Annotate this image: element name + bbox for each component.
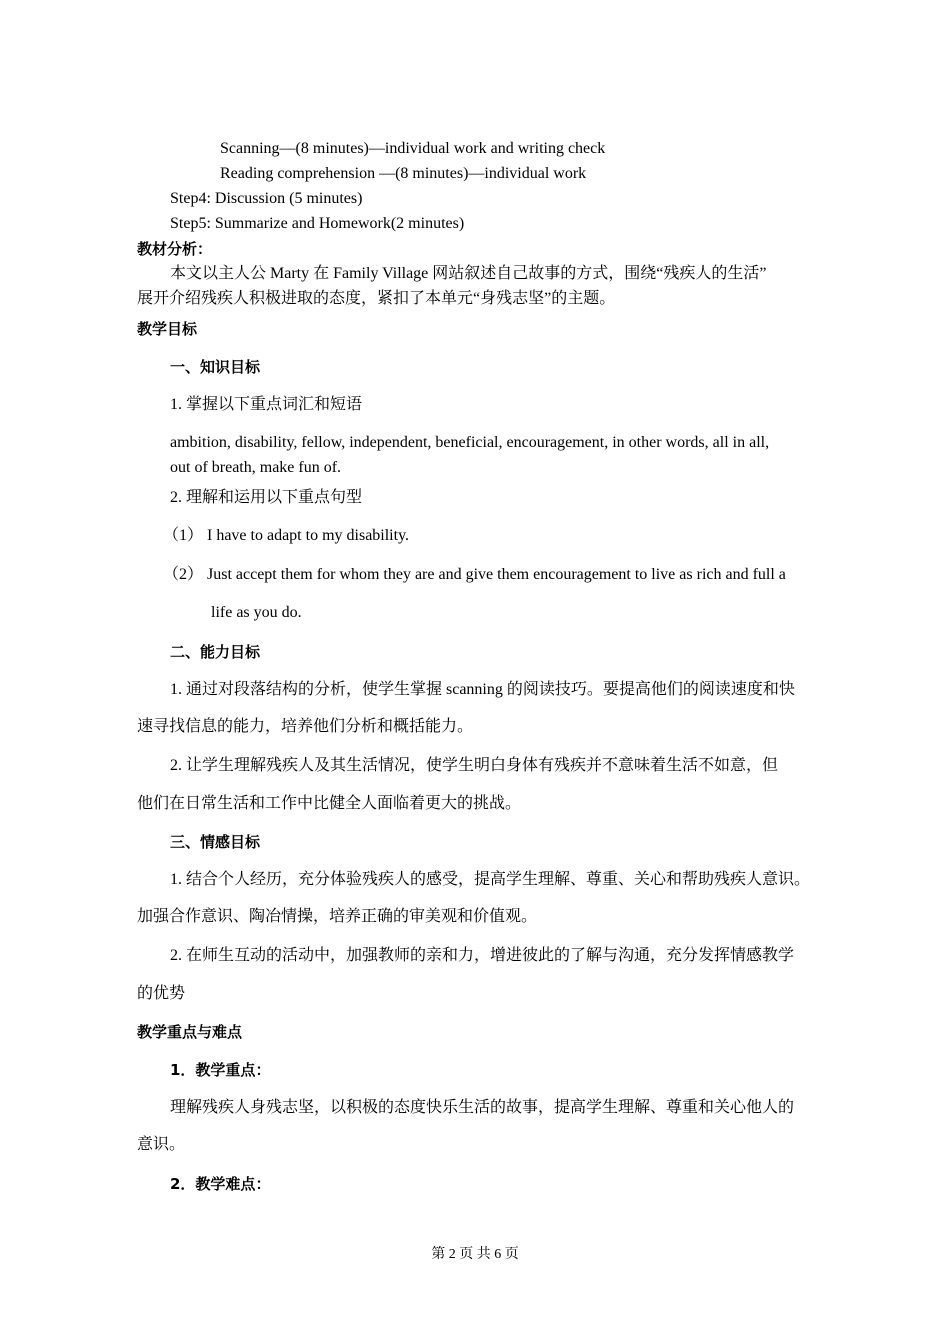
difficulty-heading: 2．教学难点： [170,1175,271,1193]
page-footer: 第 2 页 共 6 页 [431,1247,519,1262]
vocab-line1: ambition, disability, fellow, independent, beneficial, encouragement, in other words, all in all, [170,434,770,451]
emotion-heading: 三、情感目标 [170,833,261,851]
analysis-heading: 教材分析： [137,240,213,258]
step4: Step4: Discussion (5 minutes) [170,190,363,207]
ability-p1-line1: 1. 通过对段落结构的分析，使学生掌握 scanning 的阅读技巧。要提高他们的阅读速度和快 [170,681,795,698]
sentence-1: （1） I have to adapt to my disability. [163,527,410,544]
vocab-line2: out of breath, make fun of. [170,459,342,476]
knowledge-item1: 1. 掌握以下重点词汇和短语 [170,396,363,413]
emotion-p2-line2: 的优势 [137,985,186,1002]
focus-line1: 理解残疾人身残志坚，以积极的态度快乐生活的故事，提高学生理解、尊重和关心他人的 [170,1099,795,1116]
sentence-2-line2: life as you do. [211,604,302,621]
goals-heading: 教学目标 [137,320,198,338]
emotion-p1-line1: 1. 结合个人经历，充分体验残疾人的感受，提高学生理解、尊重、关心和帮助残疾人意识。 [170,871,811,888]
sentence-2-line1: （2） Just accept them for whom they are and give them encouragement to live as rich and full a [163,566,786,583]
emotion-p1-line2: 加强合作意识、陶冶情操，培养正确的审美观和价值观。 [137,908,538,925]
focus-heading: 1．教学重点： [170,1061,271,1079]
ability-p2-line1: 2. 让学生理解残疾人及其生活情况，使学生明白身体有残疾并不意味着生活不如意，但 [170,757,779,774]
emotion-p2-line1: 2. 在师生互动的活动中，加强教师的亲和力，增进彼此的了解与沟通，充分发挥情感教学 [170,947,795,964]
ability-heading: 二、能力目标 [170,643,261,661]
step-scanning: Scanning—(8 minutes)—individual work and writing check [220,140,606,157]
ability-p2-line2: 他们在日常生活和工作中比健全人面临着更大的挑战。 [137,795,522,812]
analysis-paragraph-line2: 展开介绍残疾人积极进取的态度，紧扣了本单元“身残志坚”的主题。 [137,290,616,307]
ability-p1-line2: 速寻找信息的能力，培养他们分析和概括能力。 [137,718,474,735]
step-reading: Reading comprehension —(8 minutes)—individual work [220,165,587,182]
keypoints-heading: 教学重点与难点 [137,1023,243,1041]
step5: Step5: Summarize and Homework(2 minutes) [170,215,465,232]
analysis-paragraph-line1: 本文以主人公 Marty 在 Family Village 网站叙述自己故事的方式，围绕“残疾人的生活” [170,265,767,282]
focus-line2: 意识。 [137,1136,186,1153]
knowledge-item2: 2. 理解和运用以下重点句型 [170,489,363,506]
knowledge-heading: 一、知识目标 [170,358,261,376]
